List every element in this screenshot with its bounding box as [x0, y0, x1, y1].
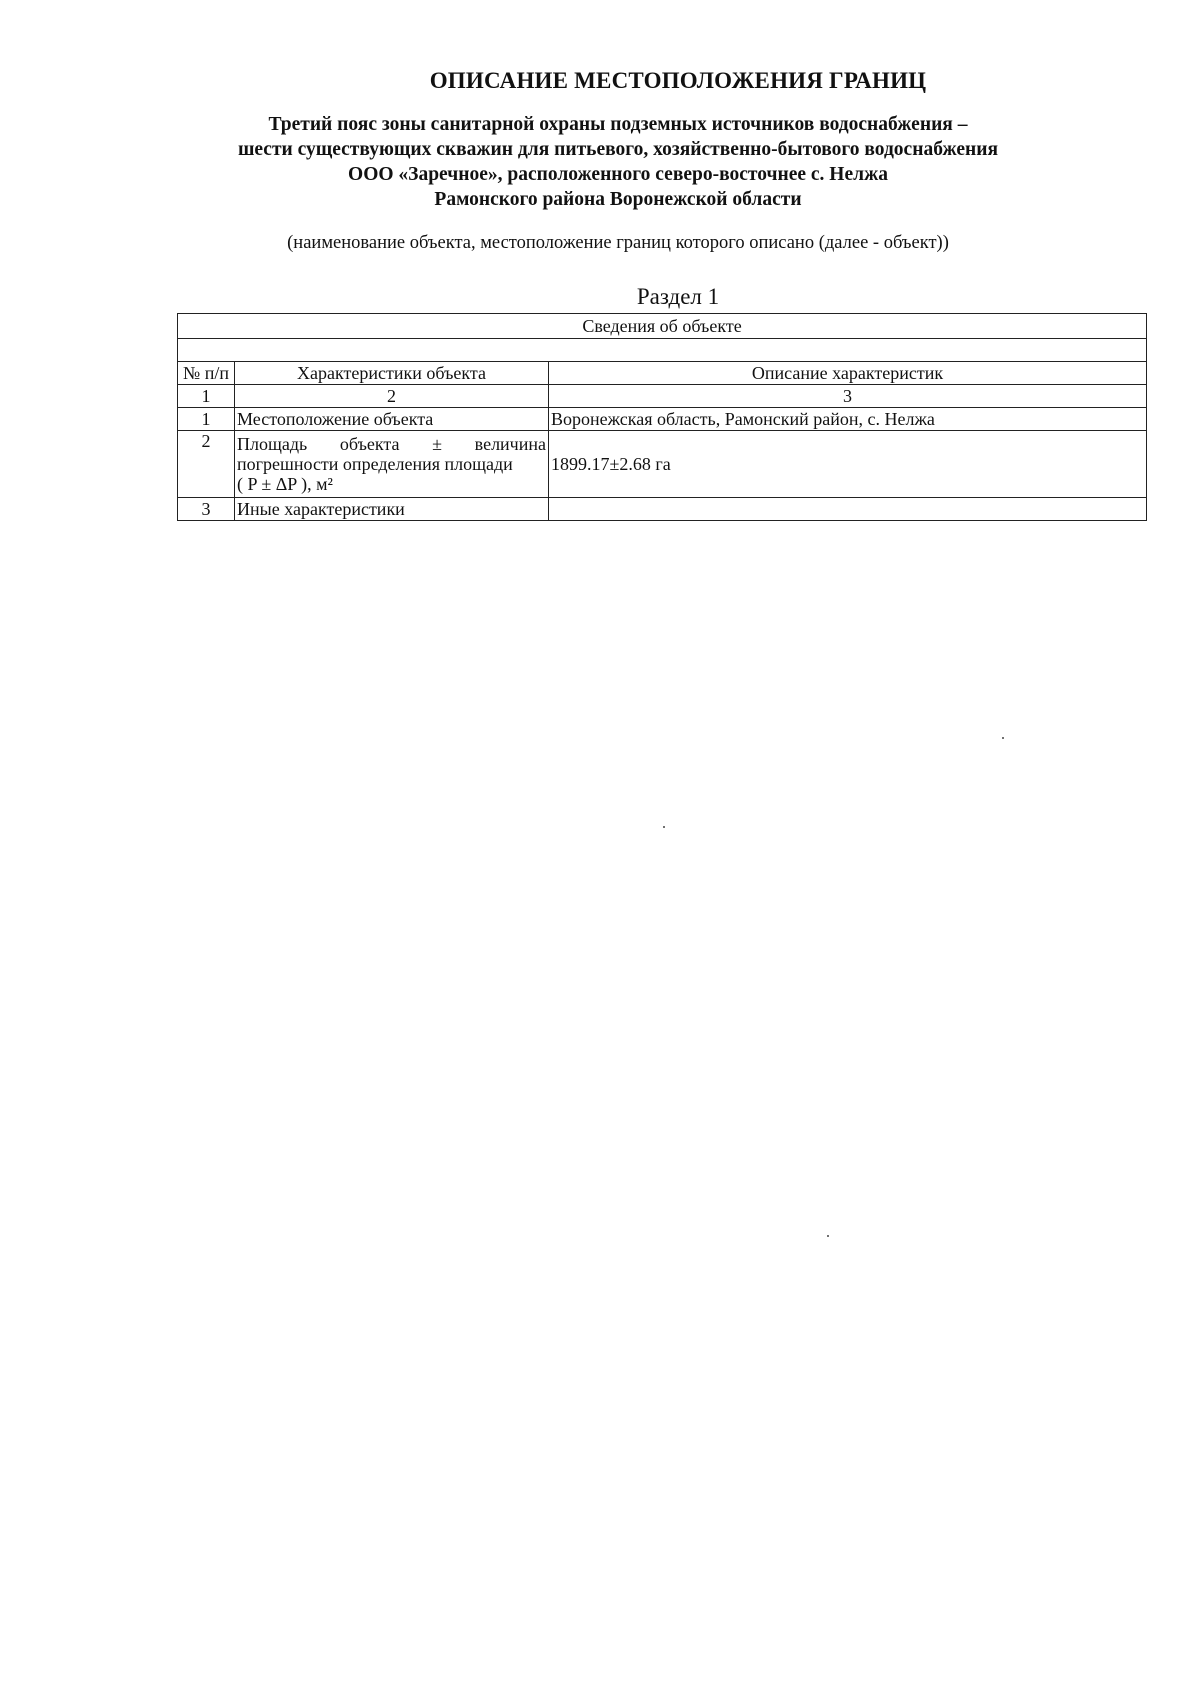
row-characteristic-line-2: погрешности определения площади	[237, 454, 513, 474]
scan-speck	[663, 826, 665, 828]
column-number-3: 3	[549, 385, 1147, 408]
object-name-line-3: ООО «Заречное», расположенного северо-восточнее с. Нелжа	[348, 164, 888, 185]
section-label: Раздел 1	[636, 284, 720, 309]
row-characteristic-line-1: Площадь объекта ± величина	[237, 434, 546, 454]
object-name-block	[0, 112, 1200, 212]
table-empty-row	[178, 339, 1147, 362]
row-value	[549, 498, 1147, 521]
row-num: 2	[178, 431, 235, 498]
row-value: Воронежская область, Рамонский район, с. Нелжа	[549, 408, 1147, 431]
object-info-table	[177, 313, 1147, 521]
header-characteristics: Характеристики объекта	[235, 362, 549, 385]
row-characteristic: Иные характеристики	[235, 498, 549, 521]
table-row	[178, 408, 1147, 431]
row-value: 1899.17±2.68 га	[549, 431, 1147, 498]
document-title: ОПИСАНИЕ МЕСТОПОЛОЖЕНИЯ ГРАНИЦ	[429, 68, 927, 93]
object-name-line-4: Рамонского района Воронежской области	[434, 189, 802, 210]
row-characteristic	[235, 431, 549, 498]
column-number-1: 1	[178, 385, 235, 408]
column-number-2: 2	[235, 385, 549, 408]
object-name-line-2: шести существующих скважин для питьевого, хозяйственно-бытового водоснабжения	[237, 139, 999, 160]
row-num: 3	[178, 498, 235, 521]
header-num: № п/п	[178, 362, 235, 385]
scan-speck	[1002, 737, 1004, 739]
table-title: Сведения об объекте	[178, 314, 1147, 339]
scan-speck	[827, 1235, 829, 1237]
object-name-line-1: Третий пояс зоны санитарной охраны подземных источников водоснабжения –	[268, 114, 968, 135]
table-row	[178, 431, 1147, 498]
row-characteristic: Местоположение объекта	[235, 408, 549, 431]
table-row	[178, 498, 1147, 521]
row-characteristic-line-3: ( P ± ΔP ), м²	[237, 474, 333, 494]
row-num: 1	[178, 408, 235, 431]
object-name-caption: (наименование объекта, местоположение границ которого описано (далее - объект))	[287, 233, 949, 253]
header-description: Описание характеристик	[549, 362, 1147, 385]
